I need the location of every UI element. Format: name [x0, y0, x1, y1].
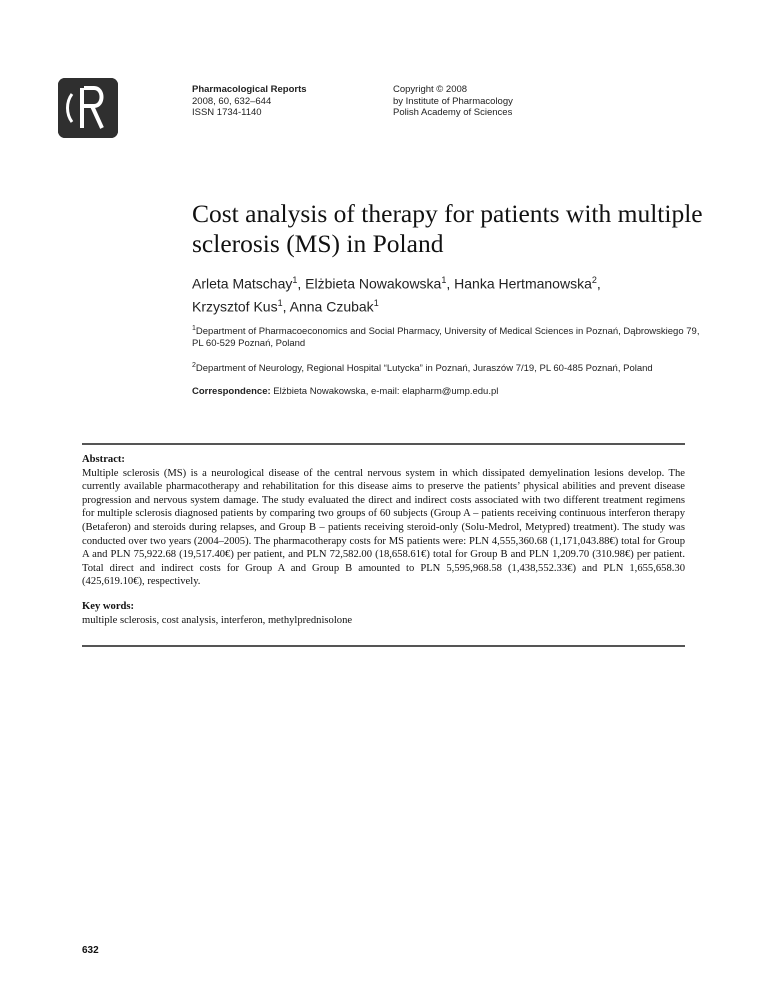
copyright-block: [393, 84, 513, 119]
author-name: Hanka Hertmanowska: [454, 275, 592, 292]
abstract-text: Multiple sclerosis (MS) is a neurological disease of the central nervous system in which dissipated demyelination lesions develop. The currently available pharmacotherapy and rehabilitation for this disease aims to preserve the patients’ physical abilities and prevent disease progression and nervous system damage. The study evaluated the direct and indirect costs associated with two different treatment regimens for multiple sclerosis diagnosed patients by comparing two groups of 60 subjects (Group A – patients receiving continuous interferon therapy (Betaferon) and steroids during relapses, and Group B – patients receiving steroid-only (Solu-Medrol, Metypred) treatment). The study was conducted over two years (2004–2005). The pharmacotherapy costs for MS patients were: PLN 4,555,360.68 (1,171,043.88€) total for Group A and PLN 75,922.68 (19,517.40€) per patient, and PLN 72,582.00 (18,658.61€) total for Group B and PLN 1,209.70 (310.98€) per patient. Total direct and indirect costs for Group A and Group B amounted to PLN 5,595,968.58 (1,438,552.33€) and PLN 1,655,658.30 (425,619.10€), respectively.: [82, 467, 685, 588]
author-affiliation-number: 1: [373, 297, 379, 308]
keywords: [82, 600, 685, 627]
author-affiliation-number: 1: [441, 275, 447, 285]
copyright-line: Copyright © 2008: [393, 84, 468, 95]
journal-name: Pharmacological Reports: [192, 84, 307, 95]
abstract-heading: Abstract:: [82, 454, 125, 465]
author-name: Anna Czubak: [289, 298, 374, 315]
affiliation-number: 2: [192, 362, 196, 369]
journal-header: [192, 84, 307, 119]
author-name: Arleta Matschay: [192, 275, 293, 292]
author-separator: ,: [446, 275, 455, 292]
journal-issn: ISSN 1734-1140: [192, 107, 262, 118]
affiliation: [192, 323, 712, 350]
journal-issue: 2008, 60, 632–644: [192, 95, 272, 107]
affiliation: [192, 360, 712, 375]
author-separator: ,: [596, 275, 601, 292]
abstract: [82, 453, 685, 589]
author-list: [192, 271, 712, 316]
divider: [82, 645, 685, 647]
author-separator: ,: [282, 298, 290, 315]
keywords-heading: Key words:: [82, 601, 135, 612]
author-affiliation-number: 2: [591, 275, 597, 285]
author-name: Elżbieta Nowakowska: [305, 275, 442, 292]
keywords-text: multiple sclerosis, cost analysis, interferon, methylprednisolone: [82, 614, 353, 626]
author-name: Krzysztof Kus: [192, 298, 278, 315]
affiliation-number: 1: [192, 325, 196, 332]
correspondence: [192, 386, 712, 398]
copyright-line: Polish Academy of Sciences: [393, 107, 513, 118]
author-separator: ,: [297, 275, 306, 292]
page-number: 632: [82, 945, 99, 956]
article-title: Cost analysis of therapy for patients with multiple sclerosis (MS) in Poland: [192, 199, 703, 258]
correspondence-text: Elżbieta Nowakowska, e-mail: elapharm@ump.edu.pl: [273, 386, 499, 397]
author-affiliation-number: 1: [277, 297, 283, 308]
pr-logo-icon: [58, 78, 118, 138]
affiliation-text: Department of Pharmacoeconomics and Social Pharmacy, University of Medical Sciences in Poznań, Dąbrowskiego 79, PL 60-529 Poznań, Poland: [192, 326, 700, 350]
copyright-line: by Institute of Pharmacology: [393, 95, 513, 107]
divider: [82, 443, 685, 445]
author-affiliation-number: 1: [292, 275, 298, 285]
affiliation-text: Department of Neurology, Regional Hospital “Lutycka” in Poznań, Juraszów 7/19, PL 60-485 Poznań, Poland: [195, 363, 653, 375]
correspondence-label: Correspondence:: [192, 386, 271, 397]
